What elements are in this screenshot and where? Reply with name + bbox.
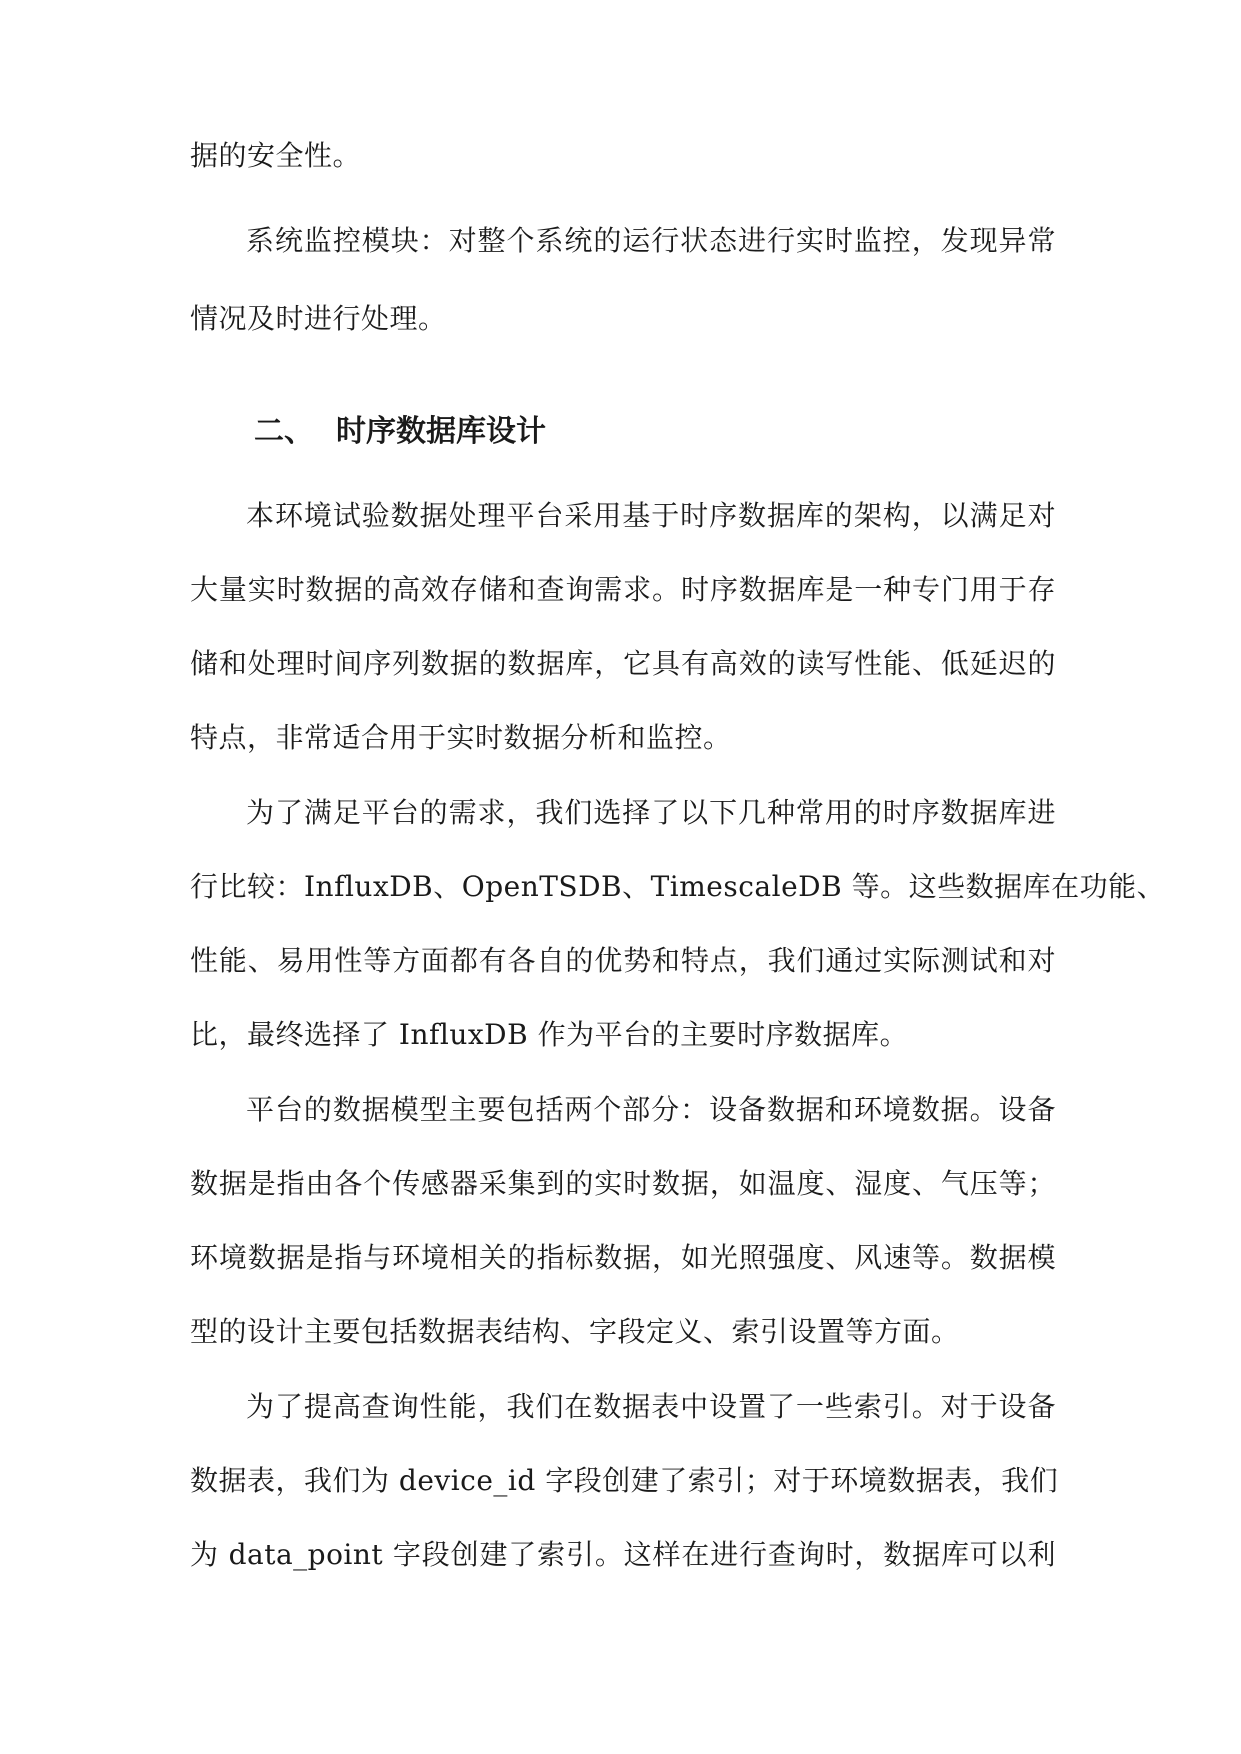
text-line: 系统监控模块：对整个系统的运行状态进行实时监控，发现异常 xyxy=(246,224,1056,257)
text-line: 数据表，我们为 device_id 字段创建了索引；对于环境数据表，我们 xyxy=(190,1464,1059,1497)
text-line: 环境数据是指与环境相关的指标数据，如光照强度、风速等。数据模 xyxy=(190,1241,1056,1274)
text-line: 情况及时进行处理。 xyxy=(190,302,447,335)
section-title: 时序数据库设计 xyxy=(336,414,546,449)
text-line: 型的设计主要包括数据表结构、字段定义、索引设置等方面。 xyxy=(190,1315,960,1348)
text-line: 储和处理时间序列数据的数据库，它具有高效的读写性能、低延迟的 xyxy=(190,647,1056,680)
section-number: 二、 xyxy=(254,414,314,449)
text-line: 本环境试验数据处理平台采用基于时序数据库的架构，以满足对 xyxy=(246,499,1056,532)
text-line: 特点，非常适合用于实时数据分析和监控。 xyxy=(190,721,732,754)
section-heading xyxy=(254,412,546,452)
text-line: 据的安全性。 xyxy=(190,139,362,172)
text-line: 为 data_point 字段创建了索引。这样在进行查询时，数据库可以利 xyxy=(190,1538,1056,1571)
text-line: 大量实时数据的高效存储和查询需求。时序数据库是一种专门用于存 xyxy=(190,573,1056,606)
text-line: 数据是指由各个传感器采集到的实时数据，如温度、湿度、气压等； xyxy=(190,1167,1056,1200)
text-line: 为了提高查询性能，我们在数据表中设置了一些索引。对于设备 xyxy=(246,1390,1056,1423)
text-line: 行比较：InfluxDB、OpenTSDB、TimescaleDB 等。这些数据库在功能、 xyxy=(190,870,1166,903)
text-line: 平台的数据模型主要包括两个部分：设备数据和环境数据。设备 xyxy=(246,1093,1056,1126)
text-line: 为了满足平台的需求，我们选择了以下几种常用的时序数据库进 xyxy=(246,796,1056,829)
text-line: 比，最终选择了 InfluxDB 作为平台的主要时序数据库。 xyxy=(190,1018,909,1051)
text-line: 性能、易用性等方面都有各自的优势和特点，我们通过实际测试和对 xyxy=(190,944,1056,977)
